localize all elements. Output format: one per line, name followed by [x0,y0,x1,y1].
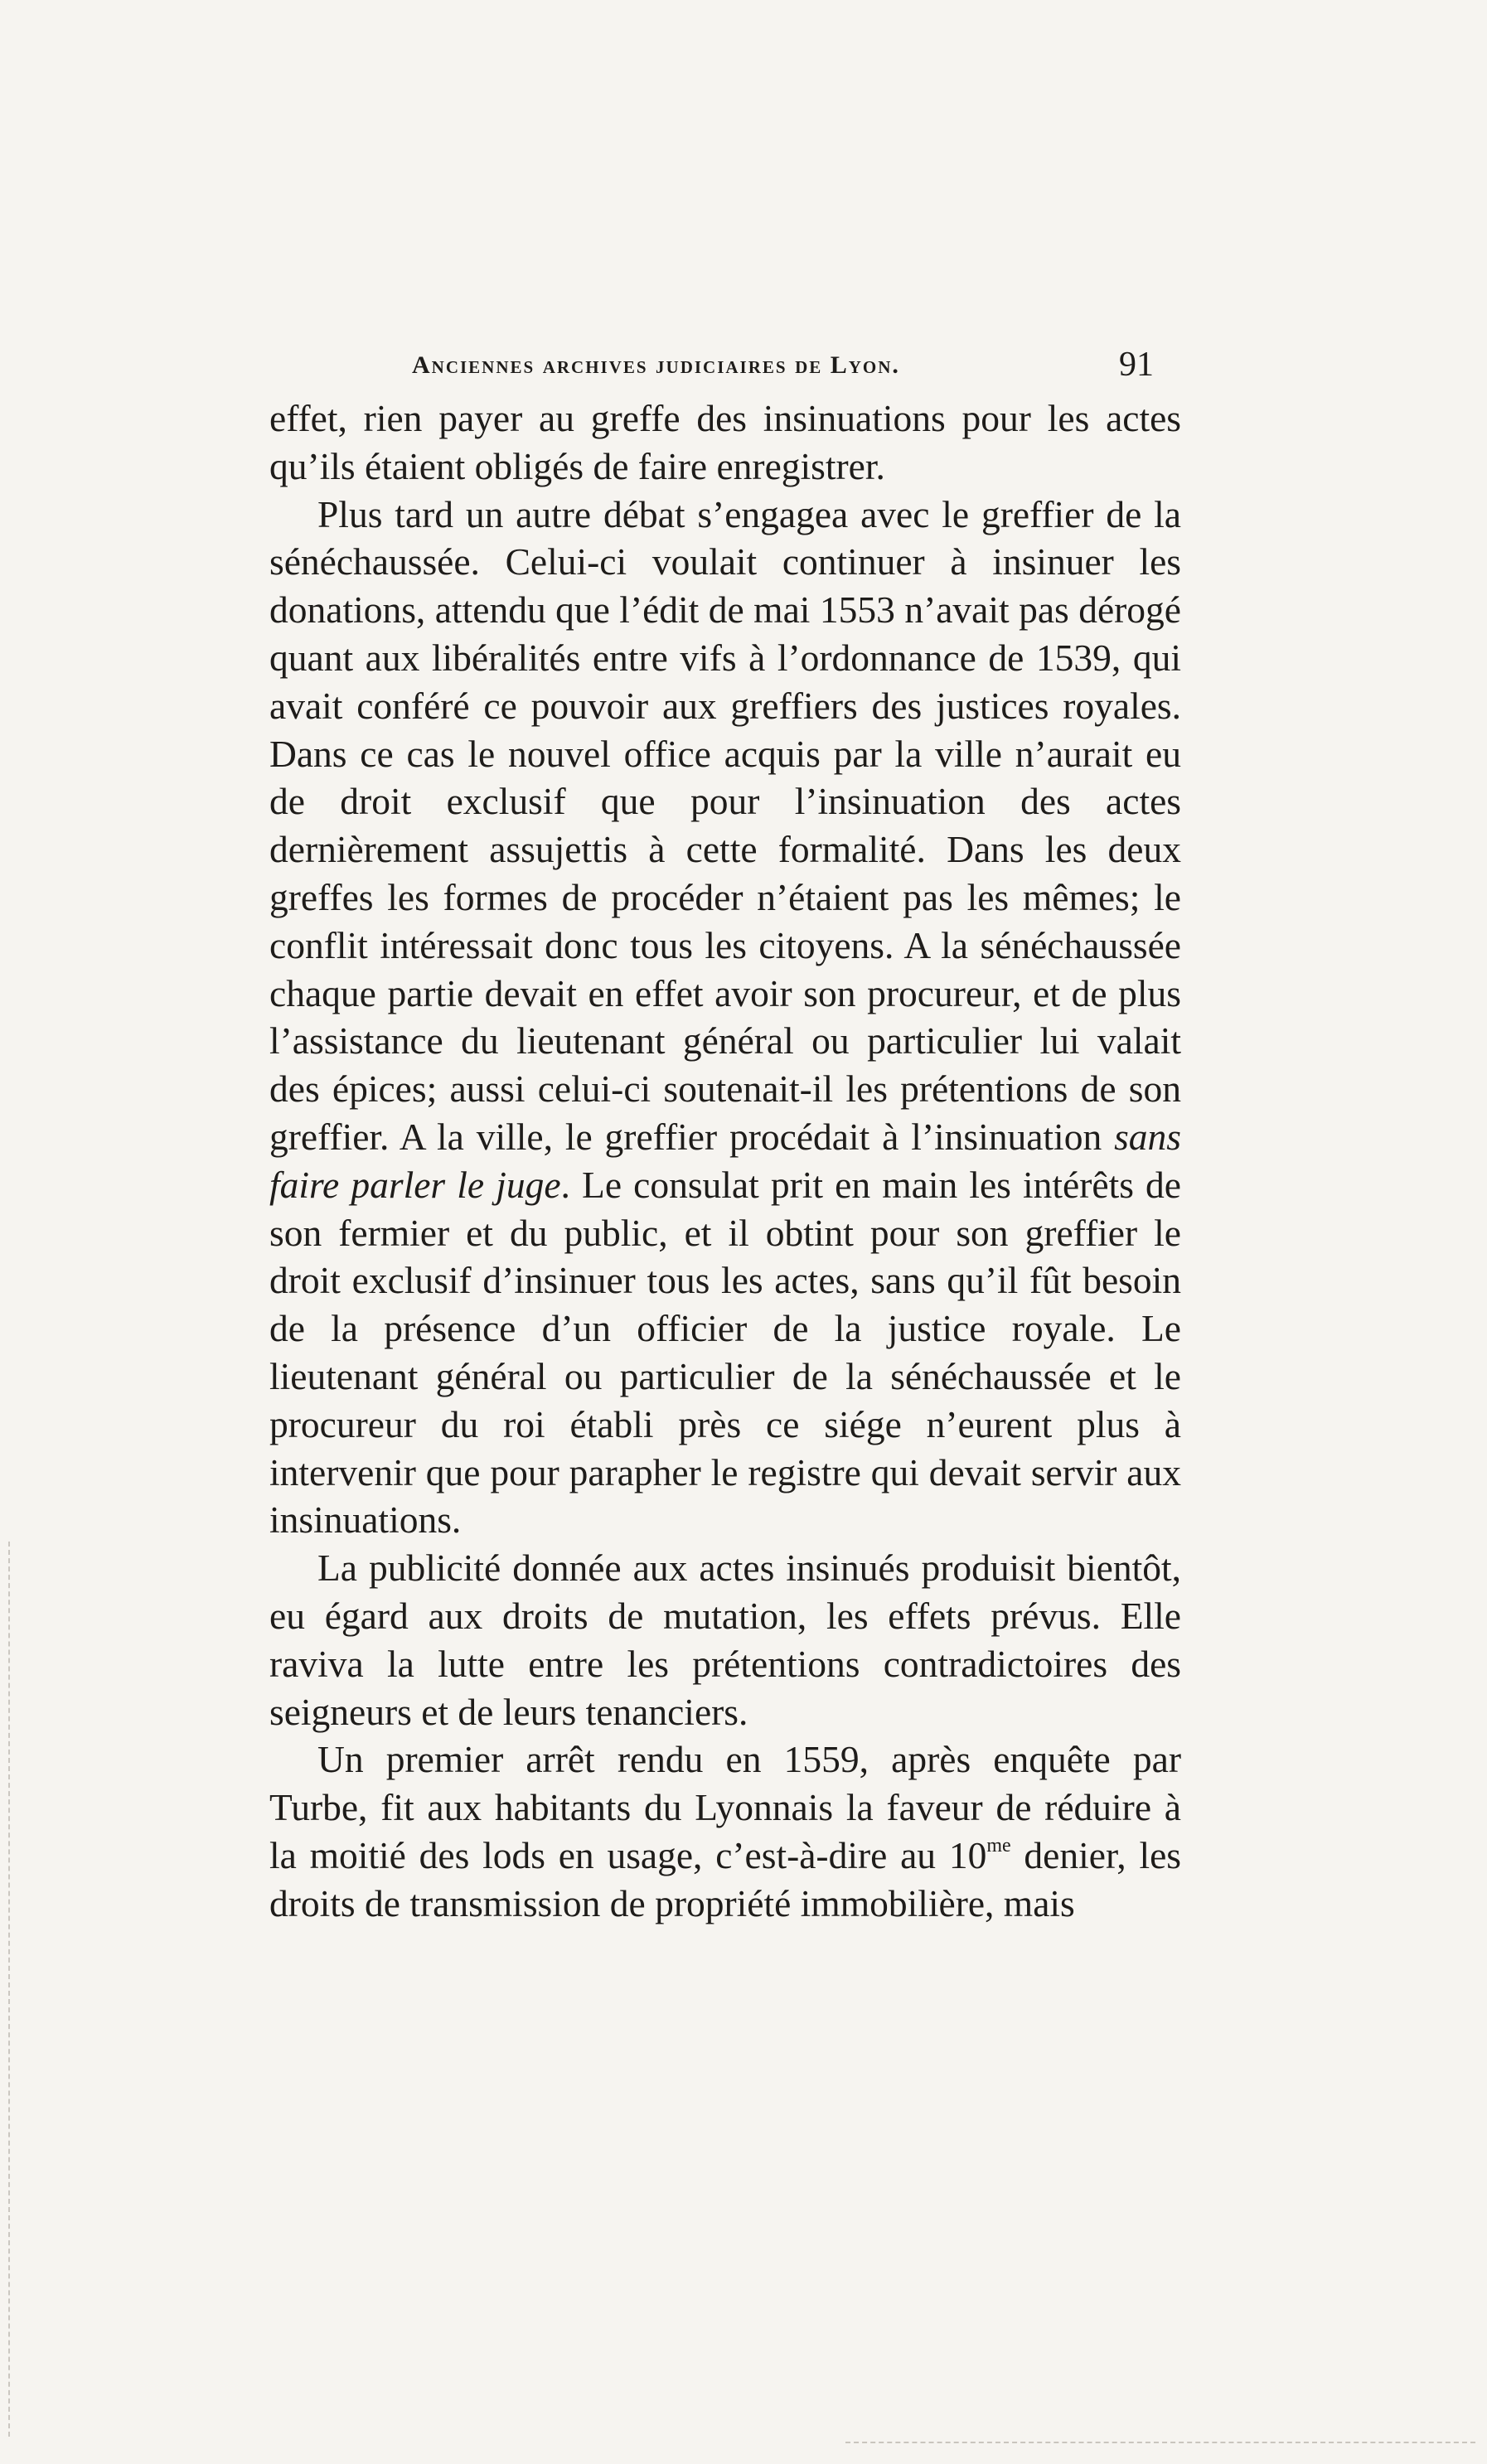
bottom-edge-marks [845,2442,1475,2443]
paragraph-4 [269,1735,1181,1927]
text-segment: effet, rien payer au greffe des insinuations pour les actes qu’ils étaient obligés de faire enregistrer. [269,397,1181,487]
text-segment: La publicité donnée aux actes insinués produisit bientôt, eu égard aux droits de mutation, les effets prévus. Elle raviva la lutte entre les prétentions contradictoires des seigneurs et de leurs tenanciers. [269,1547,1181,1733]
paragraph-1 [269,395,1181,491]
binding-edge-marks [8,1542,15,2437]
running-head [267,346,1170,396]
running-title: Anciennes archives judiciaires de Lyon. [412,351,900,379]
paragraph-2 [269,491,1181,1545]
text-segment: . Le consulat prit en main les intérêts de son fermier et du public, et il obtint pour son greffier le droit exclusif d’insinuer tous les actes, sans qu’il fût besoin de la présence d’un officier de la justice royale. Le lieutenant général ou particulier de la sénéchaussée et le procureur du roi établi près ce siége n’eurent plus à intervenir que pour parapher le registre qui devait servir aux insinuations. [269,1163,1181,1542]
italic-phrase: sans faire parler le juge [269,1115,1181,1206]
text-segment: Plus tard un autre débat s’engagea avec le greffier de la sénéchaussée. Celui-ci voulait continuer à insinuer les donations, attendu que l’édit de mai 1553 n’avait pas dérogé quant aux libéralités entre vifs à l’ordonnance de 1539, qui avait conféré ce pouvoir aux greffiers des justices royales. Dans ce cas le nouvel office acquis par la ville n’aurait eu de droit exclusif que pour l’insinuation des actes dernièrement assujettis à cette formalité. Dans les deux greffes les formes de procéder n’étaient pas les mêmes; le conflit intéressait donc tous les citoyens. A la sénéchaussée chaque partie devait en effet avoir son procureur, et de plus l’assistance du lieutenant général ou particulier lui valait des épices; aussi celui-ci soutenait-il les prétentions de son greffier. A la ville, le greffier procédait à l’insinuation [269,492,1181,1158]
page-number: 91 [1119,346,1154,384]
text-segment: Un premier arrêt rendu en 1559, après enquête par Turbe, fit aux habitants du Lyonnais la faveur de réduire à la moitié des lods en usage, c’est-à-dire au 10 [269,1738,1181,1876]
body-text [269,395,1181,1928]
text-segment: denier, les droits de transmission de propriété immobilière, mais [269,1833,1181,1924]
superscript: me [986,1834,1011,1856]
paragraph-3 [269,1544,1181,1735]
